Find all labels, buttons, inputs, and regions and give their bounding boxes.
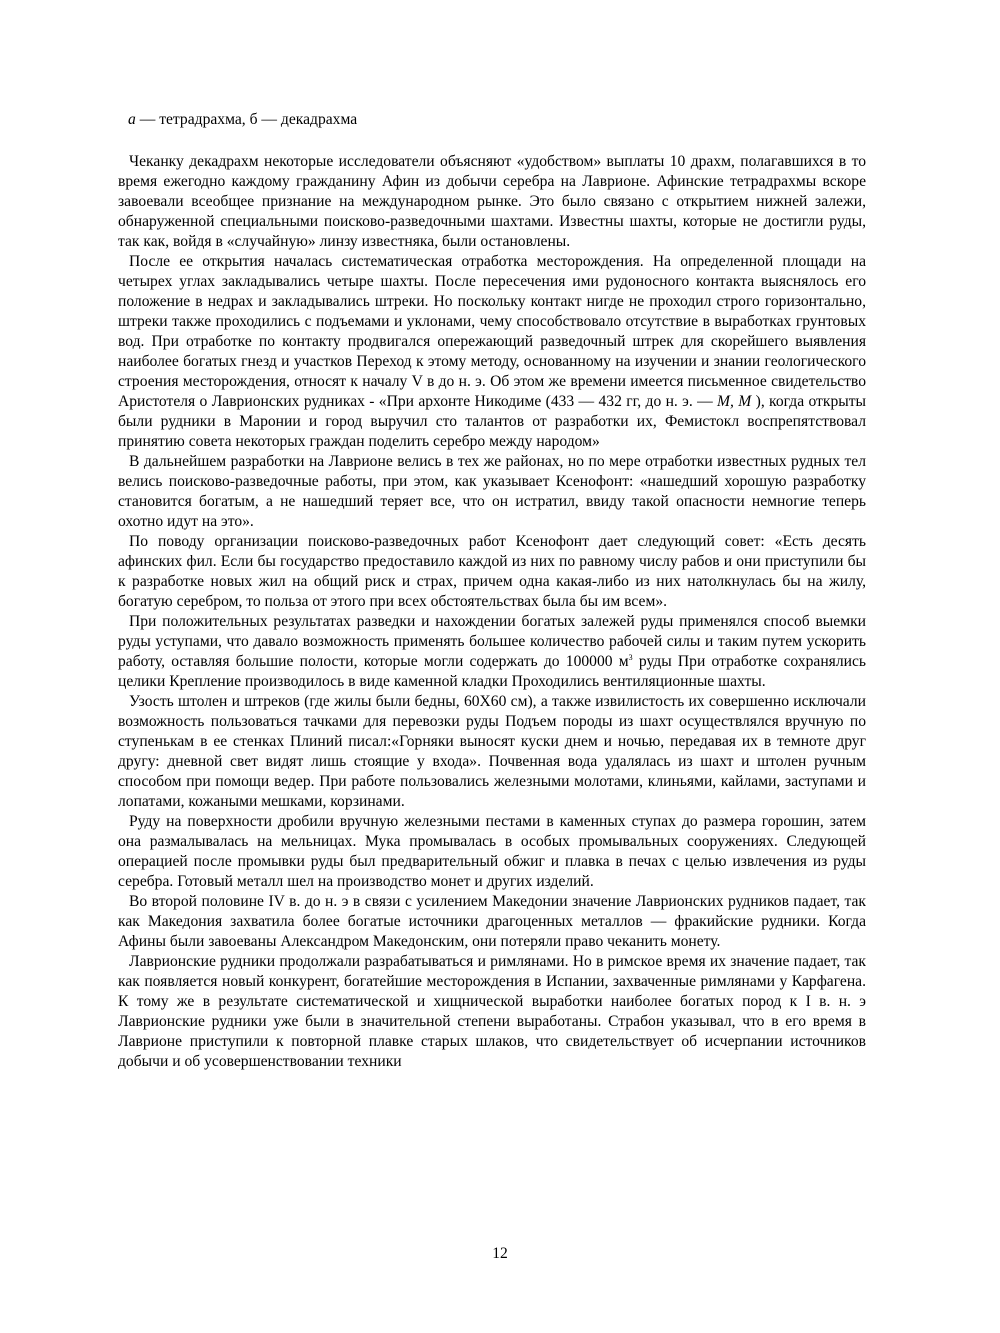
paragraph-6: Узость штолен и штреков (где жилы были бедны, 60Х60 см), а также извилистость их совершенно исключали возможность пользоваться тачками для перевозки руды Подъем породы из шахт осуществлялся вручную по ступенькам в ее стенках Плиний писал:«Горняки выносят куски днем и ночью, передавая их в темноте друг другу: дневной свет видят лишь стоящие у входа». Почвенная вода удалялась из шахт и штолен ручным способом при помощи ведер. При работе пользовались железными молотами, клиньями, кайлами, заступами и лопатами, кожаными мешками, корзинами. — [118, 693, 866, 810]
paragraph-2 — [118, 252, 866, 452]
figure-caption — [128, 110, 357, 130]
paragraph-7: Руду на поверхности дробили вручную железными пестами в каменных ступах до размера горошин, затем она размалывалась на мельницах. Мука промывалась в особых промывальных сооружениях. Следующей операцией после промывки руды был предварительный обжиг и плавка в печах с целью извлечения из руды серебра. Готовый металл шел на производство монет и других изделий. — [118, 813, 866, 890]
body-text — [118, 152, 866, 1072]
page-number: 12 — [492, 1245, 508, 1262]
paragraph-5-end: руды При отработке сохранялись целики Крепление производилось в виде каменной кладки Проходились вентиляционные шахты. — [118, 653, 866, 690]
paragraph-2-start: После ее открытия началась систематическая отработка месторождения. На определенной площади на четырех углах закладывались четыре шахты. После пересечения ими рудоносного контакта выяснялось его положение в недрах и закладывались штреки. Но поскольку контакт нигде не проходил строго горизонтально, штреки также проходились с подъемами и уклонами, чему способствовало отсутствие в выработках грунтовых вод. При отработке по контакту продвигался опережающий разведочный штрек для скорейшего выявления наиболее богатых гнезд и участков Переход к этому методу, основанному на изучении и знании геологического строения месторождения, относят к началу V в до н. э. Об этом же времени имеется письменное свидетельство Аристотеля о Лаврионских рудниках - «При архонте Никодиме (433 — 432 гг, до н. э. — — [118, 253, 866, 410]
paragraph-5 — [118, 612, 866, 692]
superscript-3: 3 — [628, 653, 633, 662]
paragraph-3: В дальнейшем разработки на Лаврионе велись в тех же районах, но по мере отработки известных рудных тел велись поисково-разведочные работы, при этом, как указывает Ксенофонт: «нашедший хорошую разработку становится богатым, а не нашедший теряет все, что он истратил, ввиду такой опасности немногие теперь охотно идут на это». — [118, 453, 866, 530]
paragraph-4: По поводу организации поисково-разведочных работ Ксенофонт дает следующий совет: «Есть десять афинских фил. Если бы государство предоставило каждой из них по равному числу рабов и они приступили бы к разработке новых жил на общий риск и страх, причем одна какая-либо из них натолкнулась бы на жилу, богатую серебром, то польза от этого при всех обстоятельствах была бы им всем». — [118, 533, 866, 610]
paragraph-9: Лаврионские рудники продолжали разрабатываться и римлянами. Но в римское время их значение падает, так как появляется новый конкурент, богатейшие месторождения в Испании, захваченные римлянами у Карфагена. К тому же в результате систематической и хищнической выработки наиболее богатых пород к I в. н. э Лаврионские рудники уже были в значительной степени выработаны. Страбон указывал, что в его время в Лаврионе приступили к повторной плавке старых шлаков, что свидетельствует об исчерпании источников добычи и об усовершенствовании техники — [118, 953, 866, 1070]
paragraph-5-start: При положительных результатах разведки и нахождении богатых залежей руды применялся способ выемки руды уступами, что давало возможность применять большее количество рабочей силы и таким путем ускорить работу, оставляя большие полости, которые могли содержать до 100000 м — [118, 613, 866, 670]
paragraph-2-end: ), когда открыты были рудники в Маронии и город выручил сто талантов от разработки их, Фемистокл воспрепятствовал принятию совета некоторых граждан поделить серебро между народом» — [118, 393, 867, 450]
paragraph-2-italic: М, М — [717, 393, 752, 410]
caption-label-a: а — [128, 111, 136, 128]
caption-text: — тетрадрахма, б — декадрахма — [135, 111, 358, 128]
paragraph-8: Во второй половине IV в. до н. э в связи с усилением Македонии значение Лаврионских рудников падает, так как Македония захватила более богатые источники драгоценных металлов — фракийские рудники. Когда Афины были завоеваны Александром Македонским, они потеряли право чеканить монету. — [118, 893, 866, 950]
paragraph-1: Чеканку декадрахм некоторые исследователи объясняют «удобством» выплаты 10 драхм, полагавшихся в то время ежегодно каждому гражданину Афин из добычи серебра на Лаврионе. Афинские тетрадрахмы вскоре завоевали всеобщее признание на международном рынке. Это было связано с открытием нижней залежи, обнаруженной специальными поисково-разведочными шахтами. Известны шахты, которые не достигли руды, так как, войдя в «случайную» линзу известняка, были остановлены. — [118, 153, 866, 250]
